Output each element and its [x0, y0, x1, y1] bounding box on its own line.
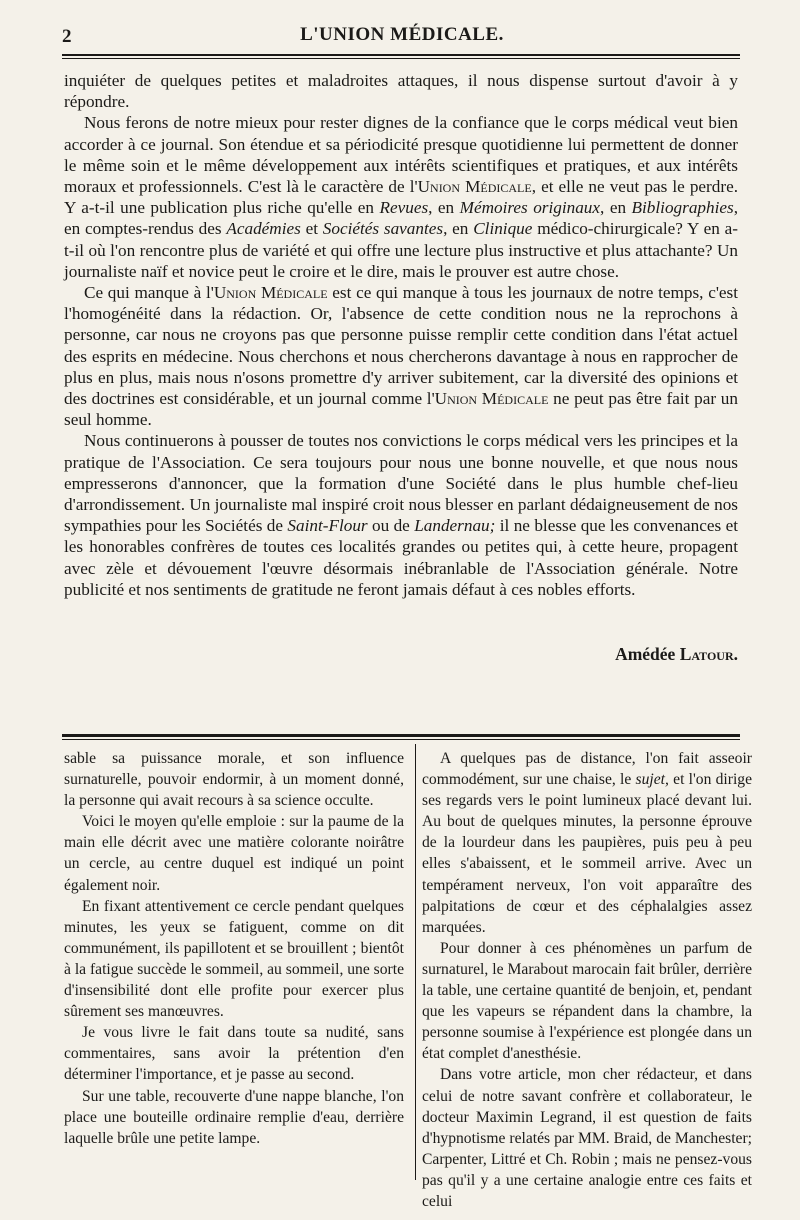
column-paragraph [422, 748, 752, 938]
column-paragraph: Voici le moyen qu'elle emploie : sur la paume de la main elle décrit avec une matière colorante noirâtre un cercle, au centre duquel est indiqué un point également noir. [64, 813, 404, 894]
article-text: ne peut pas être fait par un seul homme. [64, 389, 738, 430]
article-text: Nous ferons de notre mieux pour rester dignes de la confiance que le corps médical veut bien accorder à ce journal. Son étendue et sa périodicité presque quotidienne lui permettent de donner le même soin et le même développement aux intérêts scientifiques et pratiques, et aux intérêts moraux et professionnels. C'est là le caractère de l' [64, 113, 738, 197]
column-paragraph: Sur une table, recouverte d'une nappe blanche, l'on place une bouteille ordinaire remplie d'eau, derrière laquelle brûle une petite lampe. [64, 1087, 404, 1147]
article-paragraph [64, 70, 738, 112]
column-paragraph: sable sa puissance morale, et son influence surnaturelle, pouvoir endormir, à un moment donné, la personne qui avait recours à sa science occulte. [64, 750, 404, 810]
journal-title: L'UNION MÉDICALE. [300, 24, 504, 45]
article-paragraph [64, 112, 738, 282]
article-text: Nous continuerons à pousser de toutes nos convictions le corps médical vers les principes et la pratique de l'Association. Ce sera toujours pour nous une bonne nouvelle, et que nous nous empresserons d'annoncer, que la formation d'une Société dans le plus humble chef-lieu d'arrondissement. Un journaliste mal inspiré croit nous blesser en parlant dédaigneusement de nos sympathies pour les Sociétés de [64, 431, 738, 536]
emphasis: Landernau; [414, 516, 496, 536]
emphasis: sujet, [635, 771, 669, 789]
emphasis: Saint-Flour [287, 516, 368, 536]
article-text: , et elle ne veut pas le perdre. Y a-t-il une publication plus riche qu'elle en [64, 177, 739, 218]
emphasis: Bibliographies [631, 198, 734, 218]
column-paragraph: Pour donner à ces phénomènes un parfum de surnaturel, le Marabout marocain fait brûler, derrière la table, une certaine quantité de benjoin, et, pendant que les vapeurs se répandent dans la chambre, la personne soumise à l'expérience est plongée dans un état complet d'anesthésie. [422, 939, 752, 1063]
emphasis: Mémoires originaux [459, 198, 601, 218]
journal-name: Union Médicale [213, 283, 328, 303]
feuilleton-right-column [422, 748, 752, 1212]
feuilleton-left-column [64, 748, 404, 1149]
article-text: médico-chirurgicale? Y en a-t-il où l'on rencontre plus de variété et qui offre une lecture plus instructive et plus attachante? Un journaliste naïf et novice peut le croire et le dire, mais le prouver est autre chose. [64, 219, 738, 281]
column-paragraph: Dans votre article, mon cher rédacteur, et dans celui de notre savant confrère et collaborateur, le docteur Maximin Legrand, il est question de faits d'hypnotisme relatés par MM. Braid, de Manchester; Carpenter, Littré et Ch. Robin ; mais ne pensez-vous pas qu'il y a une certaine analogie entre ces faits et celui [422, 1066, 752, 1210]
column-divider [415, 744, 416, 1180]
header-rule [62, 54, 740, 59]
article-text: et [300, 219, 323, 239]
column-text: et l'on dirige ses regards vers le point lumineux placé devant lui. Au bout de quelques minutes, la personne éprouve de la lourdeur dans les paupières, puis peu à peu elles s'abaissent, et le sommeil arrive. Avec un tempérament nerveux, l'on voit apparaître des palpitations de cœur et des céphalalgies assez marquées. [422, 771, 753, 936]
article-text: est ce qui manque à tous les journaux de notre temps, c'est l'homogénéité dans la rédaction. Or, l'absence de cette condition nous ne la reprochons à personne, car nous ne croyons pas que personne puisse remplir cette condition dans l'état actuel des esprits en médecine. Nous cherchons et nous chercherons davantage à nous en rapprocher de plus en plus, mais nous n'osons promettre d'y arriver subitement, car la diversité des opinions et des doctrines est considérable, et un journal comme l' [64, 283, 739, 409]
column-paragraph: En fixant attentivement ce cercle pendant quelques minutes, les yeux se fatiguent, comme on dit communément, ils papillotent et se brouillent ; bientôt à la fatigue succède le sommeil, au sommeil, une sorte d'insensibilité dont elle profite pour exercer plus sûrement ses manœuvres. [64, 897, 404, 1021]
page-header [62, 24, 742, 52]
journal-name: Union Médicale [434, 389, 549, 409]
signature-text: Amédée [615, 644, 680, 664]
feuilleton-rule [62, 734, 740, 740]
editorial-article [64, 70, 738, 600]
article-paragraph [64, 282, 738, 430]
article-paragraph [64, 430, 738, 600]
article-text: ou de [367, 516, 415, 536]
journal-name: Union Médicale [417, 177, 532, 197]
emphasis: Académies [226, 219, 301, 239]
article-text: , en [600, 198, 632, 218]
column-text: A quelques pas de distance, l'on fait asseoir commodément, sur une chaise, le [422, 750, 752, 789]
page-number: 2 [62, 26, 72, 47]
signature-surname: Latour. [679, 644, 738, 664]
column-paragraph: Je vous livre le fait dans toute sa nudité, sans commentaires, sans avoir la prétention d'en déterminer l'importance, et je passe au second. [64, 1024, 404, 1084]
emphasis: Sociétés savantes [322, 219, 444, 239]
article-text: il ne blesse que les convenances et les honorables confrères de toutes ces localités grandes ou petites qui, à cette heure, propagent avec zèle et dévouement l'œuvre désormais inébranlable de l'Association générale. Notre publicité et nos sentiments de gratitude ne feront jamais défaut à ces nobles efforts. [64, 516, 738, 599]
article-text: , en comptes-rendus des [64, 198, 738, 239]
emphasis: Revues [379, 198, 429, 218]
article-text: inquiéter de quelques petites et maladroites attaques, il nous dispense surtout d'avoir à y répondre. [64, 71, 738, 112]
article-text: , en [428, 198, 460, 218]
emphasis: Clinique [473, 219, 533, 239]
author-signature [64, 644, 738, 665]
article-text: , en [443, 219, 474, 239]
article-text: Ce qui manque à l' [84, 283, 214, 303]
